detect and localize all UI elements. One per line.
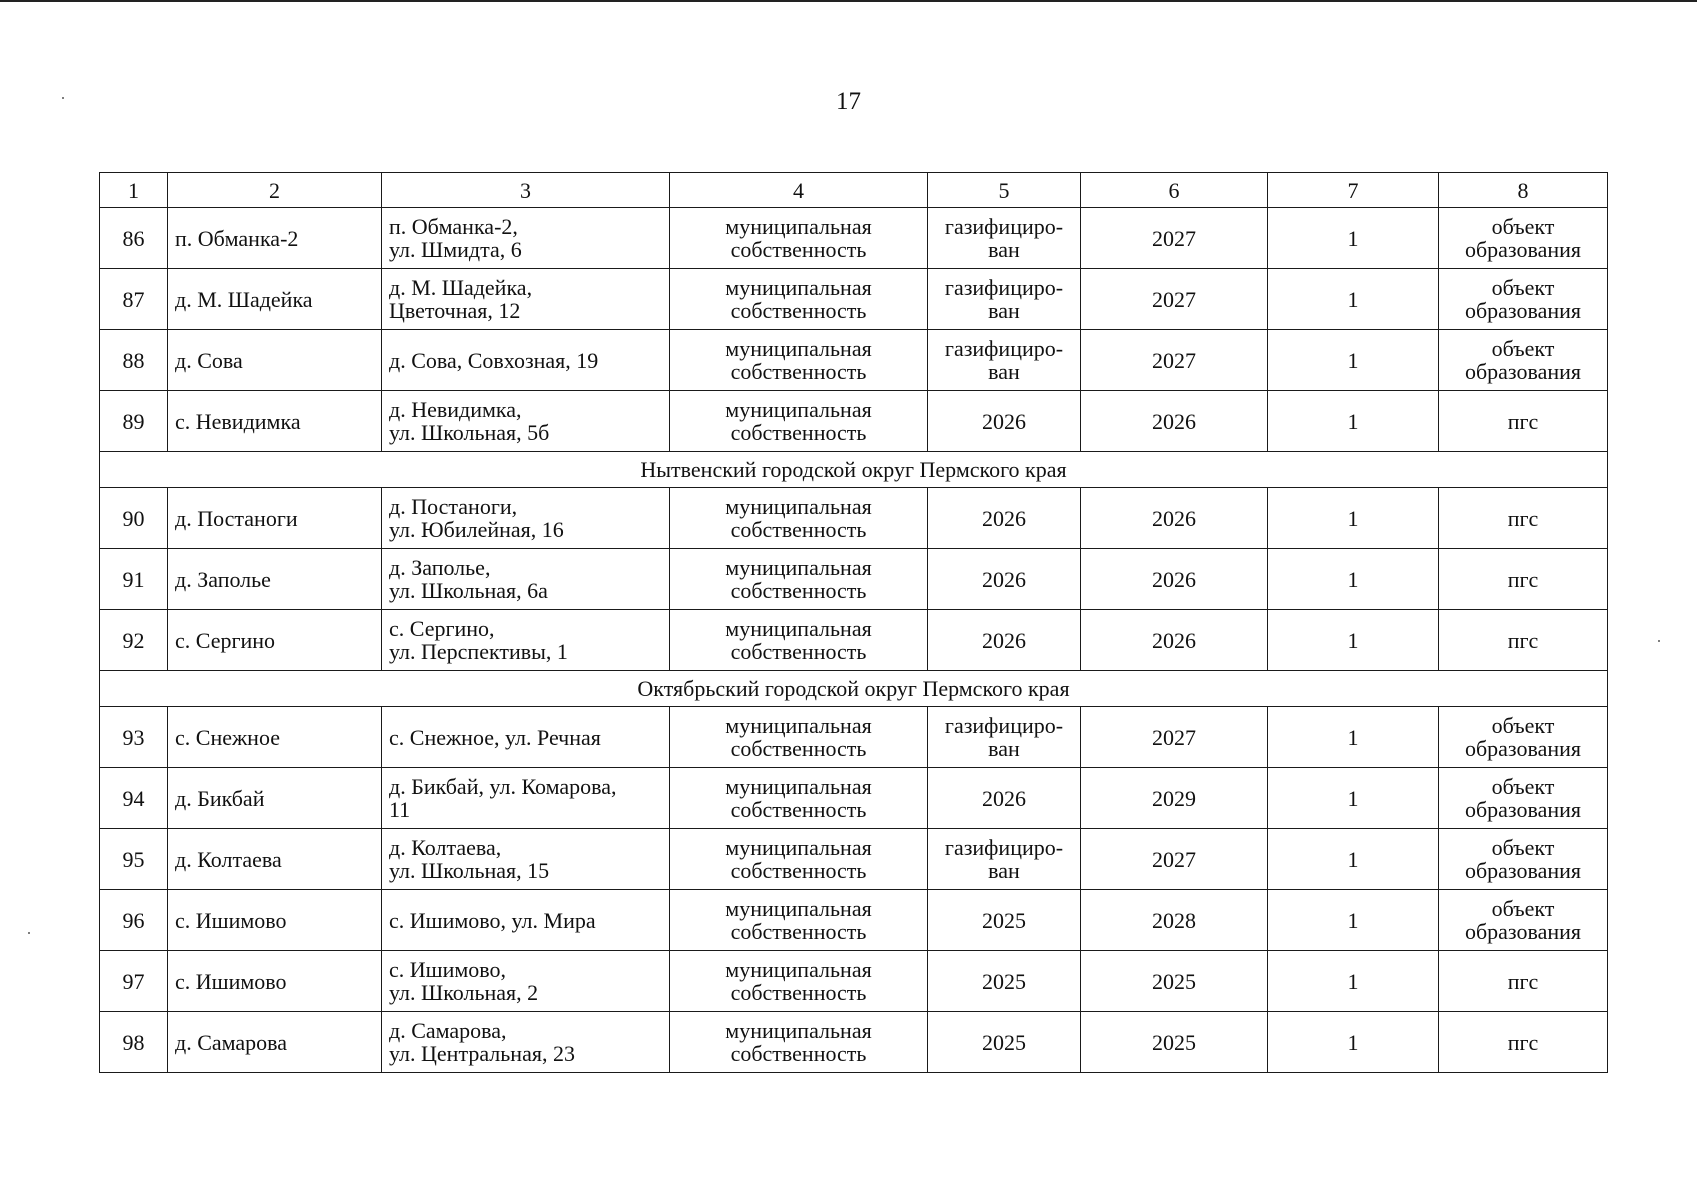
- table-row: [100, 391, 1608, 452]
- page-number: 17: [836, 88, 861, 115]
- row-number: 88: [100, 330, 168, 391]
- ownership-cell-line: муниципальная: [725, 1018, 872, 1043]
- object-type-cell-line: образования: [1464, 298, 1582, 323]
- ownership-cell-line: муниципальная: [725, 494, 872, 519]
- object-type-cell: [1439, 391, 1608, 452]
- address-cell-line: с. Ишимово, ул. Мира: [389, 907, 596, 933]
- object-type-cell: [1439, 707, 1608, 768]
- ownership-cell-line: собственность: [730, 858, 867, 883]
- gasification-cell-line: ван: [988, 858, 1020, 883]
- count-cell: 1: [1268, 269, 1439, 330]
- address-cell-line: ул. Школьная, 2: [389, 980, 539, 1005]
- object-type-cell-line: объект: [1491, 275, 1555, 300]
- settlement-cell: д. Самарова: [168, 1012, 382, 1073]
- ownership-cell-line: муниципальная: [725, 555, 872, 580]
- count-cell: 1: [1268, 768, 1439, 829]
- address-cell-line: 11: [389, 797, 411, 822]
- gasification-cell-line: 2026: [982, 785, 1026, 811]
- table-row: [100, 707, 1608, 768]
- ownership-cell-line: собственность: [730, 736, 867, 761]
- address-cell-line: д. Бикбай, ул. Комарова,: [389, 774, 617, 799]
- object-type-cell: [1439, 269, 1608, 330]
- count-cell: 1: [1268, 610, 1439, 671]
- object-type-cell-line: объект: [1491, 774, 1555, 799]
- settlement-cell: с. Сергино: [168, 610, 382, 671]
- gasification-cell-line: 2026: [982, 505, 1026, 531]
- gasification-cell: [928, 707, 1081, 768]
- address-cell-line: с. Снежное, ул. Речная: [389, 724, 601, 750]
- address-cell-line: п. Обманка-2,: [389, 214, 518, 239]
- address-cell: [382, 391, 670, 452]
- object-type-cell-line: образования: [1464, 919, 1582, 944]
- year-cell: 2026: [1081, 549, 1268, 610]
- gasification-cell: [928, 330, 1081, 391]
- table-row: [100, 330, 1608, 391]
- settlement-cell: д. Колтаева: [168, 829, 382, 890]
- address-cell: [382, 829, 670, 890]
- col-header: 8: [1439, 173, 1608, 208]
- settlement-cell: д. Заполье: [168, 549, 382, 610]
- object-type-cell-line: пгс: [1507, 627, 1539, 653]
- address-cell-line: ул. Центральная, 23: [389, 1041, 575, 1066]
- gasification-cell-line: 2025: [982, 1029, 1026, 1055]
- address-cell: [382, 549, 670, 610]
- object-type-cell-line: образования: [1464, 858, 1582, 883]
- object-type-cell: [1439, 330, 1608, 391]
- object-type-cell-line: пгс: [1507, 1029, 1539, 1055]
- object-type-cell: [1439, 488, 1608, 549]
- row-number: 97: [100, 951, 168, 1012]
- col-header: 5: [928, 173, 1081, 208]
- ownership-cell-line: муниципальная: [725, 397, 872, 422]
- year-cell: 2026: [1081, 488, 1268, 549]
- row-number: 96: [100, 890, 168, 951]
- table-row: [100, 951, 1608, 1012]
- year-cell: 2029: [1081, 768, 1268, 829]
- settlement-cell: с. Ишимово: [168, 890, 382, 951]
- address-cell-line: с. Сергино,: [389, 616, 495, 641]
- group-heading: Нытвенский городской округ Пермского края: [100, 452, 1608, 488]
- ownership-cell: [670, 549, 928, 610]
- object-type-cell: [1439, 768, 1608, 829]
- gasification-cell: [928, 951, 1081, 1012]
- address-cell-line: ул. Школьная, 5б: [389, 420, 550, 445]
- table-row: [100, 829, 1608, 890]
- col-header: 3: [382, 173, 670, 208]
- settlement-cell: д. Бикбай: [168, 768, 382, 829]
- ownership-cell-line: собственность: [730, 639, 867, 664]
- group-heading-row: [100, 452, 1608, 488]
- address-cell-line: д. Заполье,: [389, 555, 491, 580]
- row-number: 92: [100, 610, 168, 671]
- ownership-cell-line: муниципальная: [725, 896, 872, 921]
- count-cell: 1: [1268, 707, 1439, 768]
- gasification-cell-line: 2026: [982, 408, 1026, 434]
- object-type-cell-line: пгс: [1507, 968, 1539, 994]
- address-cell-line: д. Сова, Совхозная, 19: [389, 347, 599, 373]
- row-number: 93: [100, 707, 168, 768]
- object-type-cell-line: образования: [1464, 797, 1582, 822]
- object-type-cell-line: образования: [1464, 736, 1582, 761]
- count-cell: 1: [1268, 829, 1439, 890]
- gasification-cell: [928, 208, 1081, 269]
- group-heading: Октябрьский городской округ Пермского края: [100, 671, 1608, 707]
- gasification-cell: [928, 1012, 1081, 1073]
- count-cell: 1: [1268, 549, 1439, 610]
- year-cell: 2027: [1081, 208, 1268, 269]
- ownership-cell-line: собственность: [730, 237, 867, 262]
- year-cell: 2027: [1081, 330, 1268, 391]
- gasification-cell: [928, 610, 1081, 671]
- year-cell: 2028: [1081, 890, 1268, 951]
- group-heading-row: [100, 671, 1608, 707]
- ownership-cell-line: муниципальная: [725, 957, 872, 982]
- ownership-cell-line: муниципальная: [725, 835, 872, 860]
- object-type-cell: [1439, 549, 1608, 610]
- address-cell-line: ул. Школьная, 15: [389, 858, 550, 883]
- object-type-cell: [1439, 951, 1608, 1012]
- scan-speck: [1658, 640, 1660, 642]
- ownership-cell-line: собственность: [730, 980, 867, 1005]
- table-row: [100, 768, 1608, 829]
- object-type-cell-line: объект: [1491, 896, 1555, 921]
- ownership-cell: [670, 951, 928, 1012]
- settlement-cell: с. Снежное: [168, 707, 382, 768]
- gasification-cell: [928, 549, 1081, 610]
- settlement-cell: д. Сова: [168, 330, 382, 391]
- count-cell: 1: [1268, 208, 1439, 269]
- ownership-cell: [670, 488, 928, 549]
- data-table: [99, 172, 1608, 1073]
- count-cell: 1: [1268, 951, 1439, 1012]
- address-cell-line: д. Невидимка,: [389, 397, 522, 422]
- gasification-cell-line: газифициро-: [944, 275, 1064, 300]
- ownership-cell-line: муниципальная: [725, 336, 872, 361]
- ownership-cell: [670, 768, 928, 829]
- address-cell-line: Цветочная, 12: [389, 298, 521, 323]
- col-header: 1: [100, 173, 168, 208]
- address-cell: [382, 768, 670, 829]
- gasification-cell-line: газифициро-: [944, 214, 1064, 239]
- object-type-cell-line: образования: [1464, 359, 1582, 384]
- ownership-cell-line: муниципальная: [725, 616, 872, 641]
- gasification-cell: [928, 829, 1081, 890]
- gasification-cell: [928, 890, 1081, 951]
- object-type-cell-line: пгс: [1507, 505, 1539, 531]
- ownership-cell: [670, 1012, 928, 1073]
- address-cell: [382, 707, 670, 768]
- address-cell: [382, 1012, 670, 1073]
- object-type-cell-line: объект: [1491, 214, 1555, 239]
- gasification-cell-line: 2025: [982, 968, 1026, 994]
- object-type-cell: [1439, 1012, 1608, 1073]
- row-number: 87: [100, 269, 168, 330]
- address-cell: [382, 890, 670, 951]
- count-cell: 1: [1268, 890, 1439, 951]
- ownership-cell-line: собственность: [730, 797, 867, 822]
- row-number: 91: [100, 549, 168, 610]
- address-cell-line: д. Колтаева,: [389, 835, 502, 860]
- row-number: 98: [100, 1012, 168, 1073]
- settlement-cell: д. М. Шадейка: [168, 269, 382, 330]
- ownership-cell-line: собственность: [730, 420, 867, 445]
- ownership-cell: [670, 707, 928, 768]
- ownership-cell: [670, 330, 928, 391]
- object-type-cell-line: объект: [1491, 336, 1555, 361]
- row-number: 94: [100, 768, 168, 829]
- scan-speck: [28, 932, 30, 934]
- gasification-cell-line: 2026: [982, 566, 1026, 592]
- ownership-cell-line: собственность: [730, 919, 867, 944]
- ownership-cell-line: муниципальная: [725, 774, 872, 799]
- scan-top-edge: [0, 0, 1697, 2]
- row-number: 86: [100, 208, 168, 269]
- settlement-cell: с. Ишимово: [168, 951, 382, 1012]
- settlement-cell: п. Обманка-2: [168, 208, 382, 269]
- ownership-cell-line: муниципальная: [725, 275, 872, 300]
- settlement-cell: д. Постаноги: [168, 488, 382, 549]
- address-cell-line: с. Ишимово,: [389, 957, 507, 982]
- count-cell: 1: [1268, 488, 1439, 549]
- row-number: 89: [100, 391, 168, 452]
- table-row: [100, 208, 1608, 269]
- scan-speck: [62, 97, 64, 99]
- col-header: 6: [1081, 173, 1268, 208]
- table-row: [100, 890, 1608, 951]
- ownership-cell-line: муниципальная: [725, 214, 872, 239]
- address-cell: [382, 488, 670, 549]
- year-cell: 2027: [1081, 707, 1268, 768]
- address-cell-line: д. Самарова,: [389, 1018, 507, 1043]
- gasification-cell-line: ван: [988, 736, 1020, 761]
- table-row: [100, 488, 1608, 549]
- address-cell-line: д. М. Шадейка,: [389, 275, 533, 300]
- address-cell: [382, 269, 670, 330]
- ownership-cell-line: собственность: [730, 359, 867, 384]
- year-cell: 2027: [1081, 829, 1268, 890]
- gasification-cell-line: ван: [988, 298, 1020, 323]
- address-cell-line: д. Постаноги,: [389, 494, 518, 519]
- object-type-cell: [1439, 829, 1608, 890]
- object-type-cell: [1439, 890, 1608, 951]
- object-type-cell-line: объект: [1491, 835, 1555, 860]
- row-number: 95: [100, 829, 168, 890]
- object-type-cell: [1439, 208, 1608, 269]
- gasification-cell: [928, 391, 1081, 452]
- address-cell: [382, 610, 670, 671]
- ownership-cell: [670, 391, 928, 452]
- ownership-cell: [670, 610, 928, 671]
- gasification-cell: [928, 768, 1081, 829]
- address-cell: [382, 208, 670, 269]
- address-cell-line: ул. Школьная, 6а: [389, 578, 548, 603]
- gasification-cell-line: газифициро-: [944, 835, 1064, 860]
- object-type-cell-line: пгс: [1507, 566, 1539, 592]
- table-row: [100, 610, 1608, 671]
- address-cell-line: ул. Перспективы, 1: [389, 639, 568, 664]
- col-header: 2: [168, 173, 382, 208]
- count-cell: 1: [1268, 330, 1439, 391]
- col-header: 7: [1268, 173, 1439, 208]
- table-row: [100, 549, 1608, 610]
- ownership-cell: [670, 829, 928, 890]
- header-row: [100, 173, 1608, 208]
- col-header: 4: [670, 173, 928, 208]
- row-number: 90: [100, 488, 168, 549]
- table-row: [100, 1012, 1608, 1073]
- gasification-cell-line: ван: [988, 359, 1020, 384]
- ownership-cell-line: собственность: [730, 1041, 867, 1066]
- gasification-cell-line: 2026: [982, 627, 1026, 653]
- gasification-cell-line: газифициро-: [944, 713, 1064, 738]
- ownership-cell: [670, 890, 928, 951]
- gasification-cell-line: газифициро-: [944, 336, 1064, 361]
- ownership-cell: [670, 208, 928, 269]
- address-cell-line: ул. Шмидта, 6: [389, 237, 522, 262]
- count-cell: 1: [1268, 1012, 1439, 1073]
- count-cell: 1: [1268, 391, 1439, 452]
- year-cell: 2026: [1081, 610, 1268, 671]
- ownership-cell-line: собственность: [730, 298, 867, 323]
- year-cell: 2026: [1081, 391, 1268, 452]
- gasification-cell-line: ван: [988, 237, 1020, 262]
- gasification-cell: [928, 269, 1081, 330]
- ownership-cell-line: муниципальная: [725, 713, 872, 738]
- object-type-cell-line: образования: [1464, 237, 1582, 262]
- object-type-cell: [1439, 610, 1608, 671]
- gasification-cell: [928, 488, 1081, 549]
- year-cell: 2027: [1081, 269, 1268, 330]
- ownership-cell: [670, 269, 928, 330]
- address-cell: [382, 330, 670, 391]
- ownership-cell-line: собственность: [730, 517, 867, 542]
- table-body: [100, 173, 1608, 1073]
- address-cell-line: ул. Юбилейная, 16: [389, 517, 564, 542]
- object-type-cell-line: объект: [1491, 713, 1555, 738]
- table-row: [100, 269, 1608, 330]
- year-cell: 2025: [1081, 951, 1268, 1012]
- address-cell: [382, 951, 670, 1012]
- settlement-cell: с. Невидимка: [168, 391, 382, 452]
- gasification-cell-line: 2025: [982, 907, 1026, 933]
- ownership-cell-line: собственность: [730, 578, 867, 603]
- object-type-cell-line: пгс: [1507, 408, 1539, 434]
- year-cell: 2025: [1081, 1012, 1268, 1073]
